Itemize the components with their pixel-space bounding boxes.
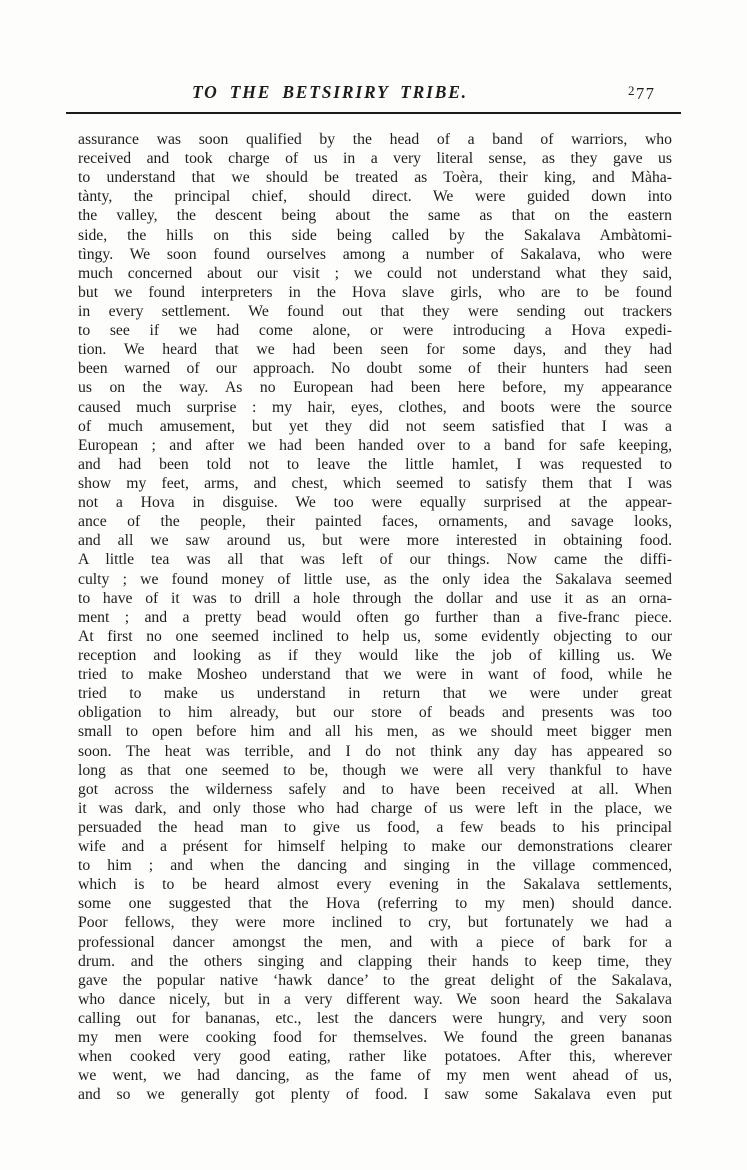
header-rule	[66, 112, 681, 114]
text-line: and so we generally got plenty of food. I saw some Sakalava even put	[78, 1086, 672, 1104]
text-line: European ; and after we had been handed over to a band for safe keeping,	[78, 436, 672, 454]
text-line: reception and looking as if they would like the job of killing us. We	[78, 646, 672, 664]
text-line: received and took charge of us in a very literal sense, as they gave us	[78, 150, 672, 168]
text-line: when cooked very good eating, rather like potatoes. After this, wherever	[78, 1048, 672, 1066]
text-line: Poor fellows, they were more inclined to cry, but fortunately we had a	[78, 914, 672, 932]
text-line: the valley, the descent being about the same as that on the eastern	[78, 207, 672, 225]
text-line: soon. The heat was terrible, and I do not think any day has appeared so	[78, 742, 672, 760]
running-head-title: TO THE BETSIRIRY TRIBE.	[192, 82, 468, 102]
text-line: of much amusement, but yet they did not seem satisfied that I was a	[78, 417, 672, 435]
text-line: culty ; we found money of little use, as the only idea the Sakalava seemed	[78, 570, 672, 588]
text-line: my men were cooking food for themselves. We found the green bananas	[78, 1029, 672, 1047]
text-line: tion. We heard that we had been seen for some days, and they had	[78, 341, 672, 359]
text-line: to him ; and when the dancing and singing in the village commenced,	[78, 857, 672, 875]
text-line: got across the wilderness safely and to have been received at all. When	[78, 780, 672, 798]
text-line: professional dancer amongst the men, and with a piece of bark for a	[78, 933, 672, 951]
text-line: ance of the people, their painted faces, ornaments, and savage looks,	[78, 513, 672, 531]
text-line: not a Hova in disguise. We too were equally surprised at the appear-	[78, 494, 672, 512]
text-line: drum. and the others singing and clapping their hands to keep time, they	[78, 952, 672, 970]
text-line: side, the hills on this side being called by the Sakalava Ambàtomi-	[78, 226, 672, 244]
text-line: to understand that we should be treated as Toèra, their king, and Màha-	[78, 169, 672, 187]
text-line: tried to make Mosheo understand that we were in want of food, while he	[78, 666, 672, 684]
text-line: we went, we had dancing, as the fame of my men went ahead of us,	[78, 1067, 672, 1085]
text-line: persuaded the head man to give us food, a few beads to his principal	[78, 818, 672, 836]
text-line: obligation to him already, but our store of beads and presents was too	[78, 704, 672, 722]
text-line: show my feet, arms, and chest, which seemed to satisfy them that I was	[78, 474, 672, 492]
text-line: much concerned about our visit ; we could not understand what they said,	[78, 264, 672, 282]
body-text	[78, 130, 672, 1105]
text-line: been warned of our approach. No doubt some of their hunters had seen	[78, 360, 672, 378]
text-line: who dance nicely, but in a very different way. We soon heard the Sakalava	[78, 990, 672, 1008]
folio-first-digit: 2	[628, 83, 636, 98]
text-line: tànty, the principal chief, should direct. We were guided down into	[78, 188, 672, 206]
text-line: and had been told not to leave the little hamlet, I was requested to	[78, 455, 672, 473]
text-line: At first no one seemed inclined to help us, some evidently objecting to our	[78, 627, 672, 645]
text-line: us on the way. As no European had been here before, my appearance	[78, 379, 672, 397]
text-line: ment ; and a pretty bead would often go further than a five-franc piece.	[78, 608, 672, 626]
page-number: $^2$77	[628, 83, 656, 103]
text-line: gave the popular native ‘hawk dance’ to the great delight of the Sakalava,	[78, 971, 672, 989]
text-line: it was dark, and only those who had charge of us were left in the place, we	[78, 799, 672, 817]
text-line: to have of it was to drill a hole through the dollar and use it as an orna-	[78, 589, 672, 607]
text-line: A little tea was all that was left of our things. Now came the diffi-	[78, 551, 672, 569]
text-line: small to open before him and all his men, as we should meet bigger men	[78, 723, 672, 741]
text-line: assurance was soon qualified by the head of a band of warriors, who	[78, 131, 672, 148]
text-line: but we found interpreters in the Hova slave girls, who are to be found	[78, 283, 672, 301]
text-line: in every settlement. We found out that they were sending out trackers	[78, 302, 672, 320]
text-line: calling out for bananas, etc., lest the dancers were hungry, and very soon	[78, 1010, 672, 1028]
text-line: wife and a présent for himself helping to make our demonstrations clearer	[78, 838, 672, 856]
text-line: and all we saw around us, but were more interested in obtaining food.	[78, 532, 672, 550]
text-line: tìngy. We soon found ourselves among a number of Sakalava, who were	[78, 245, 672, 263]
text-line: caused much surprise : my hair, eyes, clothes, and boots were the source	[78, 398, 672, 416]
text-line: some one suggested that the Hova (referring to my men) should dance.	[78, 895, 672, 913]
text-line: which is to be heard almost every evening in the Sakalava settlements,	[78, 876, 672, 894]
text-line: to see if we had come alone, or were introducing a Hova expedi-	[78, 322, 672, 340]
text-line: tried to make us understand in return that we were under great	[78, 685, 672, 703]
text-line: long as that one seemed to be, though we were all very thankful to have	[78, 761, 672, 779]
